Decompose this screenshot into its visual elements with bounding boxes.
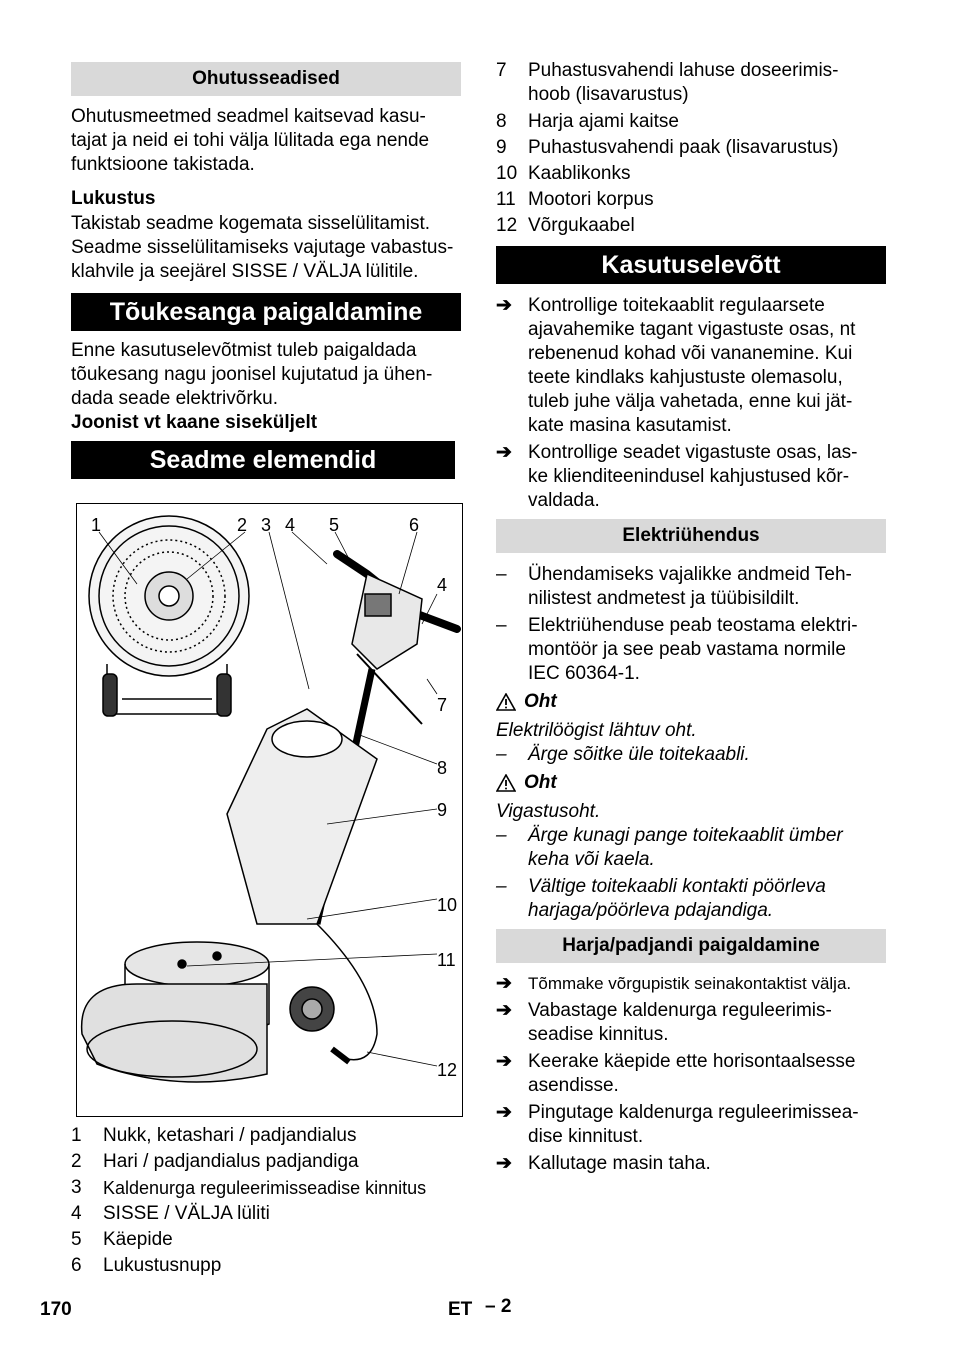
parts-list-left — [71, 1123, 461, 1279]
page-suffix: – 2 — [485, 1296, 512, 1317]
list-item: 1 Nukk, ketashari / padjandialus — [71, 1125, 357, 1146]
list-item: ➔ Kallutage masin taha. — [496, 1153, 711, 1174]
install-text: Enne kasutuselevõtmist tuleb paigaldada tõukesang nagu joonisel kujutatud ja ühen- dada seade elektrivõrku. — [71, 340, 433, 409]
section-heading-elements: Seadme elemendid — [71, 441, 455, 479]
list-item: ➔ Keerake käepide ette horisontaalsesse asendisse. — [496, 1051, 856, 1096]
list-item: ➔ Pingutage kaldenurga reguleerimissea- dise kinnitust. — [496, 1102, 859, 1147]
list-item: ➔ Kontrollige seadet vigastuste osas, las- ke klienditeenindusel kahjustused kõr- valdada. — [496, 442, 858, 511]
arrow-right-icon: ➔ — [496, 1051, 512, 1072]
list-item: ➔ Kontrollige toitekaablit regulaarsete ajavahemike tagant vigastuste osas, nt rebenenud kohad või vananemine. Kui teete kindlaks kahjustuste olemasolu, tuleb juhe välja vahetada, enne kui jät- kate masina kasutamist. — [496, 295, 856, 436]
list-item: – Elektriühenduse peab teostama elektri- montöör ja see peab vastama normile IEC 60364-1. — [496, 615, 858, 684]
startup-list — [496, 294, 886, 513]
figure-callout-7: 7 — [437, 695, 448, 715]
electric-list — [496, 563, 886, 686]
list-item: ➔ Vabastage kaldenurga reguleerimis- seadise kinnitus. — [496, 1000, 832, 1045]
section-heading-safety: Ohutusseadised — [71, 62, 461, 96]
section-heading-startup: Kasutuselevõtt — [496, 246, 886, 284]
right-column — [496, 59, 886, 1179]
list-item: – Vältige toitekaabli kontakti pöörleva harjaga/pöörleva pdajandiga. — [496, 876, 826, 921]
figure-callout-4: 4 — [285, 515, 296, 535]
list-item: – Ärge sõitke üle toitekaabli. — [496, 744, 750, 765]
brush-list — [496, 972, 886, 1176]
list-item: 10 Kaablikonks — [496, 163, 631, 184]
machine-figure — [76, 503, 463, 1117]
section-heading-electric: Elektriühendus — [496, 519, 886, 553]
figure-callout-6: 6 — [409, 515, 420, 535]
list-item: 6 Lukustusnupp — [71, 1255, 222, 1276]
parts-list-right — [496, 59, 886, 239]
floor-machine-illustration — [77, 504, 462, 1116]
warning-triangle-icon — [496, 774, 516, 792]
safety-text: Ohutusmeetmed seadmel kaitsevad kasu- tajat ja neid ei tohi välja lülitada ega nende funktsioone takistada. — [71, 106, 430, 175]
figure-callout-9: 9 — [437, 800, 448, 820]
figure-callout-1: 1 — [91, 515, 102, 535]
list-item: 4 SISSE / VÄLJA lüliti — [71, 1203, 270, 1224]
list-item: ➔ Tõmmake võrgupistik seinakontaktist välja. — [496, 973, 852, 994]
warning-1: Oht — [496, 690, 886, 714]
figure-callout-3: 3 — [261, 515, 272, 535]
arrow-right-icon: ➔ — [496, 1153, 512, 1174]
arrow-right-icon: ➔ — [496, 442, 512, 463]
list-item: 12 Võrgukaabel — [496, 215, 635, 236]
section-heading-install: Tõukesanga paigaldamine — [71, 293, 461, 331]
figure-callout-12: 12 — [437, 1060, 458, 1080]
list-item: 11 Mootori korpus — [496, 189, 654, 210]
list-item: – Ühendamiseks vajalikke andmeid Teh- nilistest andmetest ja tüübisildilt. — [496, 564, 852, 609]
warning-triangle-icon — [496, 693, 516, 711]
figure-callout-8: 8 — [437, 758, 448, 778]
language-code: ET — [448, 1299, 473, 1320]
figure-callout-2: 2 — [237, 515, 248, 535]
left-column — [71, 62, 461, 1279]
arrow-right-icon: ➔ — [496, 295, 512, 316]
warning-2: Oht — [496, 771, 886, 795]
warning-1-text: Elektrilöögist lähtuv oht. — [496, 720, 697, 741]
list-item: 8 Harja ajami kaitse — [496, 111, 679, 132]
figure-callout-4b: 4 — [437, 575, 448, 595]
figure-callout-10: 10 — [437, 895, 458, 915]
page-number: 170 — [40, 1299, 72, 1320]
figure-callout-11: 11 — [437, 950, 456, 970]
arrow-right-icon: ➔ — [496, 973, 512, 994]
list-item: 9 Puhastusvahendi paak (lisavarustus) — [496, 137, 839, 158]
section-heading-brush: Harja/padjandi paigaldamine — [496, 929, 886, 963]
arrow-right-icon: ➔ — [496, 1102, 512, 1123]
list-item: 5 Käepide — [71, 1229, 173, 1250]
lock-text: Takistab seadme kogemata sisselülitamist. Seadme sisselülitamiseks vajutage vabastus- klahvile ja seejärel SISSE / VÄLJA lülitile. — [71, 213, 454, 282]
install-figure-ref: Joonist vt kaane siseküljelt — [71, 412, 318, 433]
list-item: 2 Hari / padjandialus padjandiga — [71, 1151, 359, 1172]
list-item: 7 Puhastusvahendi lahuse doseerimis- hoob (lisavarustus) — [496, 60, 839, 105]
list-item: 3 Kaldenurga reguleerimisseadise kinnitus — [71, 1177, 427, 1198]
list-item: – Ärge kunagi pange toitekaablit ümber keha või kaela. — [496, 825, 843, 870]
arrow-right-icon: ➔ — [496, 1000, 512, 1021]
figure-callout-5: 5 — [329, 515, 340, 535]
lock-heading: Lukustus — [71, 188, 156, 209]
warning-2-text: Vigastusoht. — [496, 801, 601, 822]
